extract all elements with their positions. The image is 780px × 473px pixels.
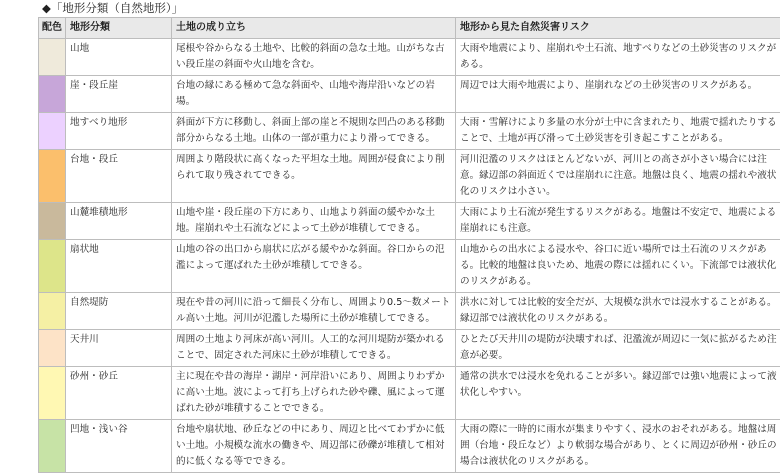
color-swatch [39, 203, 66, 240]
table-row [39, 367, 780, 420]
table-row [39, 240, 780, 293]
landform-risk: 大雨の際に一時的に雨水が集まりやすく、浸水のおそれがある。地盤は周囲（台地・段丘など）より軟弱な場合があり、とくに周辺が砂州・砂丘の場合は液状化のリスクがある。 [456, 420, 780, 473]
header-color: 配色 [39, 18, 66, 39]
header-landform: 地形分類 [66, 18, 172, 39]
landform-risk: 大雨・雪解けにより多量の水分が土中に含まれたり、地震で揺れたりすることで、土地が再び滑って土砂災害を引き起こすことがある。 [456, 113, 780, 150]
landform-name: 台地・段丘 [66, 150, 172, 203]
color-swatch [39, 367, 66, 420]
table-row [39, 39, 780, 76]
landform-table-container [38, 17, 780, 473]
landform-origin: 山地の谷の出口から扇状に広がる緩やかな斜面。谷口からの氾濫によって運ばれた土砂が堆積してできる。 [172, 240, 456, 293]
header-risk: 地形から見た自然災害リスク [456, 18, 780, 39]
color-swatch [39, 39, 66, 76]
color-swatch [39, 113, 66, 150]
landform-risk: 山地からの出水による浸水や、谷口に近い場所では土石流のリスクがある。比較的地盤は良いため、地震の際には揺れにくい。下流部では液状化のリスクがある。 [456, 240, 780, 293]
landform-origin: 台地の縁にある極めて急な斜面や、山地や海岸沿いなどの岩場。 [172, 76, 456, 113]
landform-risk: 周辺では大雨や地震により、崖崩れなどの土砂災害のリスクがある。 [456, 76, 780, 113]
table-row [39, 420, 780, 473]
landform-origin: 周囲より階段状に高くなった平坦な土地。周囲が侵食により削られて取り残されてできる。 [172, 150, 456, 203]
table-caption: ◆「地形分類（自然地形）」 [42, 1, 183, 15]
landform-name: 地すべり地形 [66, 113, 172, 150]
landform-origin: 主に現在や昔の海岸・湖岸・河岸沿いにあり、周囲よりわずかに高い土地。波によって打ち上げられた砂や礫、風によって運ばれた砂が堆積することでできる。 [172, 367, 456, 420]
landform-name: 砂州・砂丘 [66, 367, 172, 420]
landform-name: 崖・段丘崖 [66, 76, 172, 113]
landform-risk: 洪水に対しては比較的安全だが、大規模な洪水では浸水することがある。縁辺部では液状化のリスクがある。 [456, 293, 780, 330]
landform-risk: ひとたび天井川の堤防が決壊すれば、氾濫流が周辺に一気に拡がるため注意が必要。 [456, 330, 780, 367]
table-row [39, 150, 780, 203]
table-header-row [39, 18, 780, 39]
landform-name: 天井川 [66, 330, 172, 367]
landform-risk: 大雨により土石流が発生するリスクがある。地盤は不安定で、地震による崖崩れにも注意。 [456, 203, 780, 240]
landform-origin: 斜面が下方に移動し、斜面上部の崖と不規則な凹凸のある移動部分からなる土地。山体の一部が重力により滑ってできる。 [172, 113, 456, 150]
landform-name: 自然堤防 [66, 293, 172, 330]
landform-risk: 通常の洪水では浸水を免れることが多い。縁辺部では強い地震によって液状化しやすい。 [456, 367, 780, 420]
landform-name: 扇状地 [66, 240, 172, 293]
landform-classification-table [38, 17, 780, 473]
color-swatch [39, 76, 66, 113]
table-row [39, 113, 780, 150]
color-swatch [39, 150, 66, 203]
landform-name: 山地 [66, 39, 172, 76]
landform-origin: 尾根や谷からなる土地や、比較的斜面の急な土地。山がちな古い段丘崖の斜面や火山地を含む。 [172, 39, 456, 76]
header-origin: 土地の成り立ち [172, 18, 456, 39]
landform-origin: 周囲の土地より河床が高い河川。人工的な河川堤防が築かれることで、固定された河床に土砂が堆積してできる。 [172, 330, 456, 367]
landform-origin: 山地や崖・段丘崖の下方にあり、山地より斜面の緩やかな土地。崖崩れや土石流などによって土砂が堆積してできる。 [172, 203, 456, 240]
table-row [39, 330, 780, 367]
landform-risk: 河川氾濫のリスクはほとんどないが、河川との高さが小さい場合には注意。縁辺部の斜面近くでは崖崩れに注意。地盤は良く、地震の揺れや液状化のリスクは小さい。 [456, 150, 780, 203]
table-row [39, 76, 780, 113]
landform-risk: 大雨や地震により、崖崩れや土石流、地すべりなどの土砂災害のリスクがある。 [456, 39, 780, 76]
landform-origin: 台地や扇状地、砂丘などの中にあり、周辺と比べてわずかに低い土地。小規模な流水の働きや、周辺部に砂礫が堆積して相対的に低くなる等でできる。 [172, 420, 456, 473]
color-swatch [39, 240, 66, 293]
landform-name: 凹地・浅い谷 [66, 420, 172, 473]
landform-origin: 現在や昔の河川に沿って細長く分布し、周囲より0.5～数メートル高い土地。河川が氾濫した場所に土砂が堆積してできる。 [172, 293, 456, 330]
table-row [39, 203, 780, 240]
color-swatch [39, 293, 66, 330]
color-swatch [39, 330, 66, 367]
table-row [39, 293, 780, 330]
color-swatch [39, 420, 66, 473]
landform-name: 山麓堆積地形 [66, 203, 172, 240]
